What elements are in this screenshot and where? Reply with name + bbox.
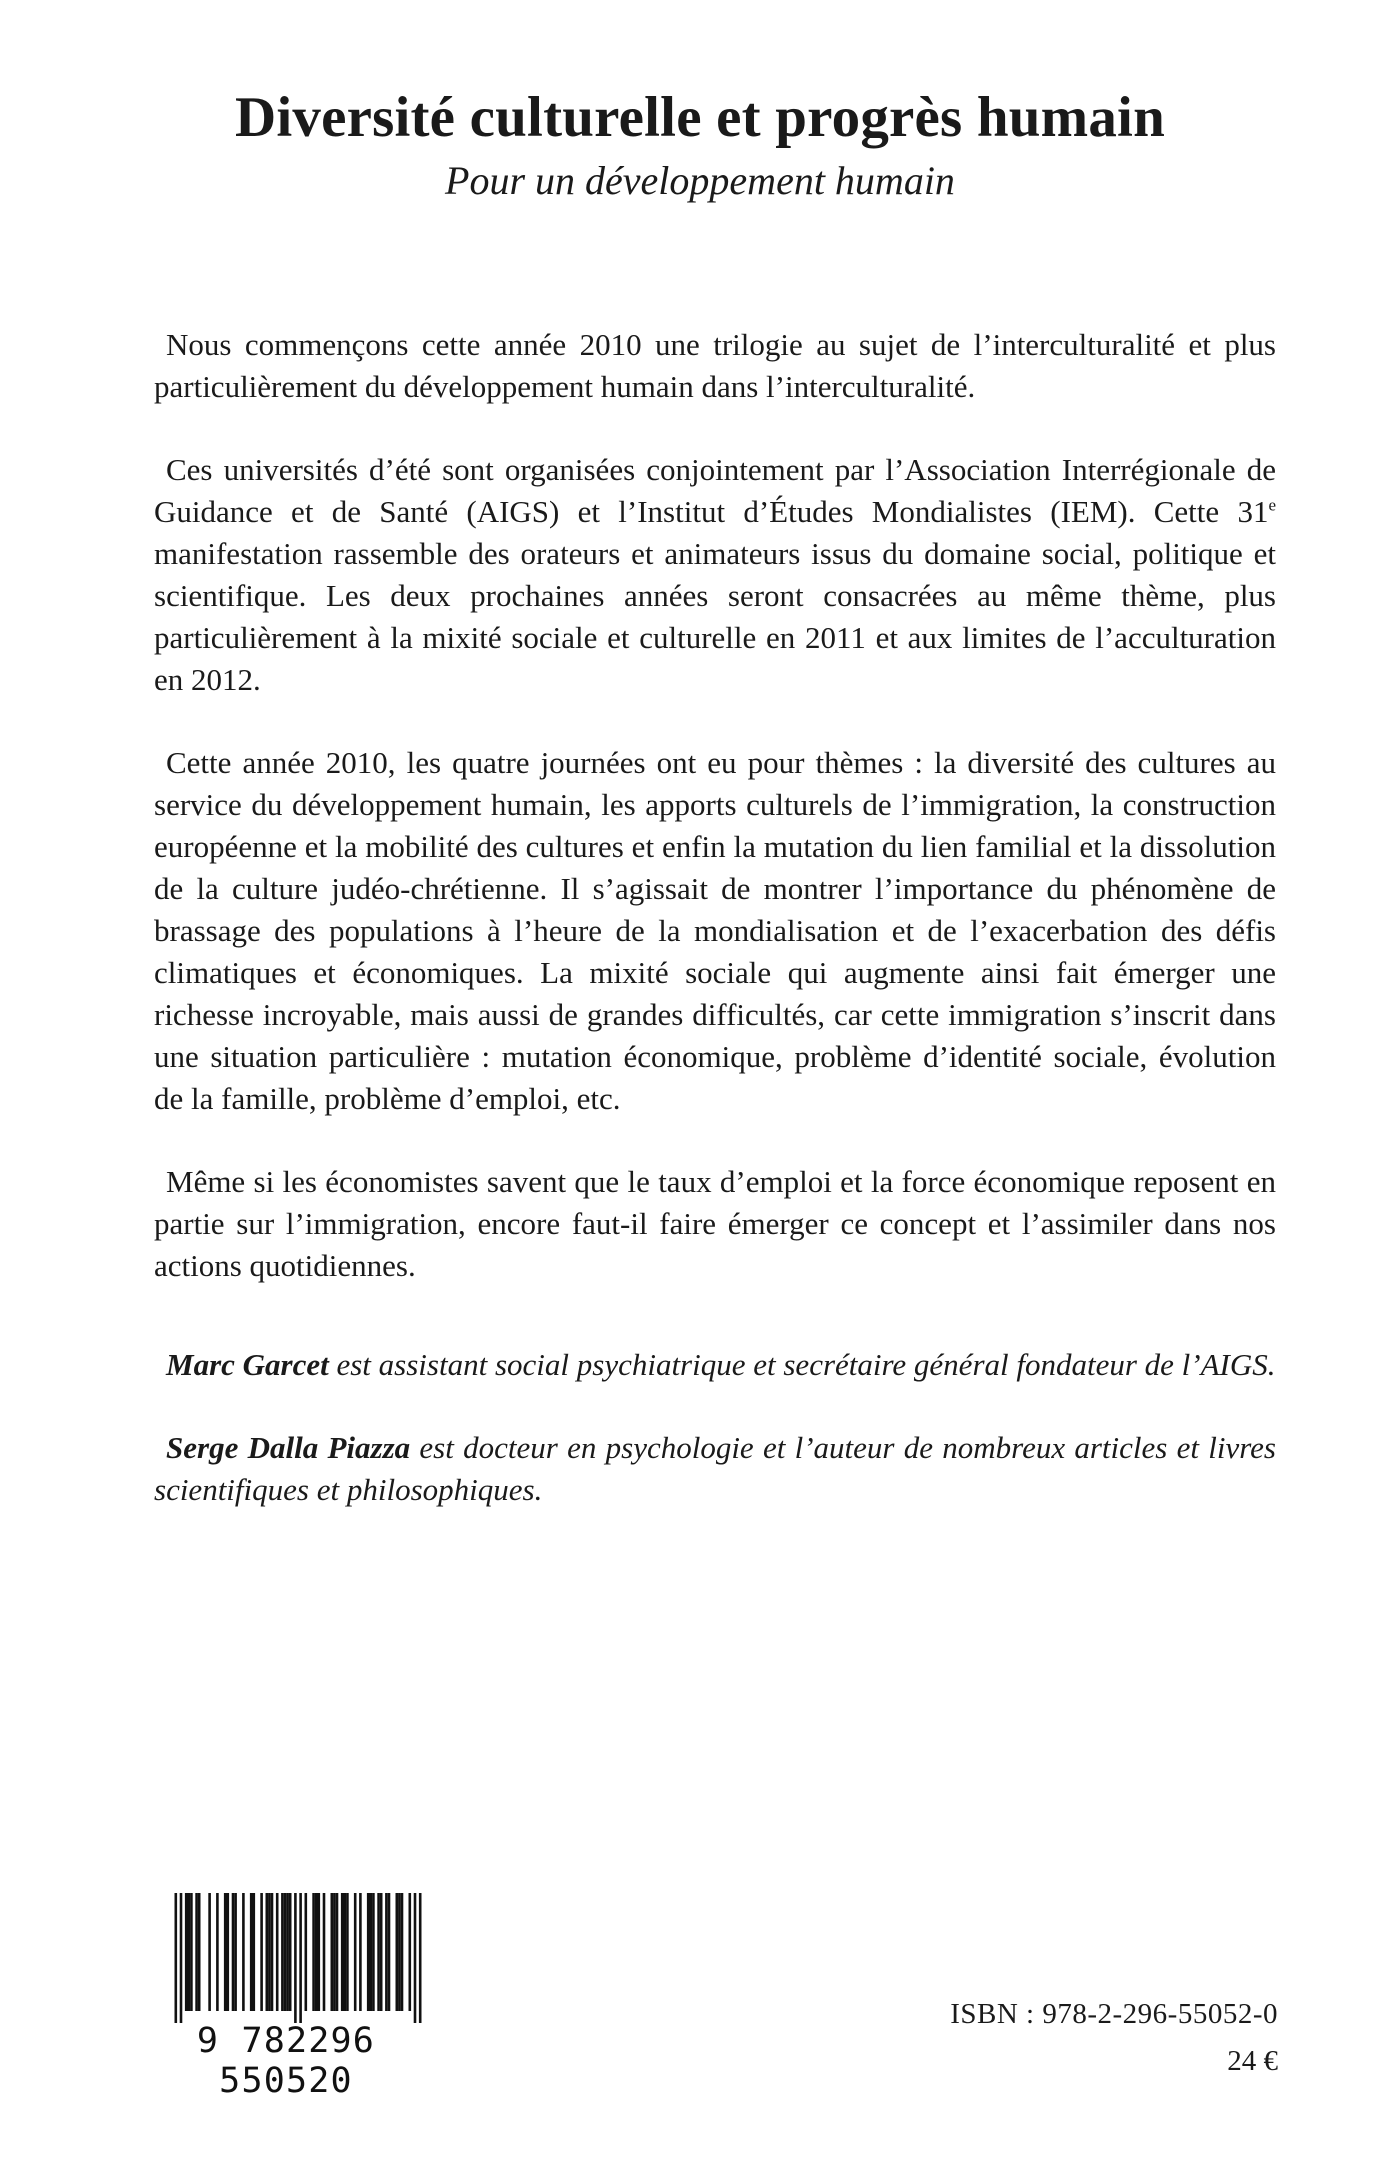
book-subtitle: Pour un développement humain xyxy=(445,158,955,203)
barcode-bar xyxy=(367,1893,370,2011)
author-bio-1 xyxy=(154,1344,1276,1386)
barcode-bar xyxy=(242,1893,245,2011)
author-bio-text-1: est assistant social psychiatrique et secrétaire général fondateur de l’AIGS. xyxy=(328,1347,1276,1382)
blurb-paragraph-3: Cette année 2010, les quatre journées ont eu pour thèmes : la diversité des cultures au service du développement humain, les apports culturels de l’immigration, la construction européenne et la mobilité des cultures et enfin la mutation du lien familial et la dissolution de la culture judéo-chrétienne. Il s’agissait de montrer l’importance du phénomène de brassage des populations à l’heure de la mondialisation et de l’exacerbation des défis climatiques et économiques. La mixité sociale qui augmente ainsi fait émerger une richesse incroyable, mais aussi de grandes difficultés, car cette immigration s’inscrit dans une situation particulière : mutation économique, problème d’identité sociale, évolution de la famille, problème d’emploi, etc. xyxy=(154,745,1276,1116)
blurb-paragraph-2-part-b: manifestation rassemble des orateurs et animateurs issus du domaine social, politique et scientifique. Les deux prochaines années seront consacrées au même thème, plus particulièrement à la mixité sociale et culturelle en 2011 et aux limites de l’acculturation en 2012. xyxy=(154,536,1276,697)
barcode-digits: 9 782296 550520 xyxy=(196,2021,376,2101)
barcode-bar xyxy=(346,1893,349,2011)
barcode-bar xyxy=(180,1893,183,2023)
barcode-bar xyxy=(289,1893,292,2011)
barcode-bar xyxy=(250,1893,253,2011)
barcode-bar xyxy=(398,1893,401,2011)
barcode-bar xyxy=(195,1893,198,2011)
book-title: Diversité culturelle et progrès humain xyxy=(234,86,1165,149)
blurb-text xyxy=(154,324,1276,1328)
barcode-bar xyxy=(253,1893,256,2011)
barcode-bar xyxy=(414,1893,417,2023)
barcode-bar xyxy=(260,1893,263,2011)
barcode-bar xyxy=(268,1893,271,2011)
author-bio-2 xyxy=(154,1427,1276,1511)
barcode-bar xyxy=(323,1893,326,2011)
barcode-bar xyxy=(299,1893,302,2023)
barcode-bar xyxy=(370,1893,373,2011)
barcode-bar xyxy=(175,1893,178,2023)
author-name-1: Marc Garcet xyxy=(166,1347,329,1382)
author-name-2: Serge Dalla Piazza xyxy=(166,1430,411,1465)
barcode-bar xyxy=(344,1893,347,2011)
barcode-bar xyxy=(198,1893,201,2011)
barcode-bar xyxy=(372,1893,375,2011)
price: 24 € xyxy=(1227,2045,1278,2077)
barcode-bar xyxy=(234,1893,237,2011)
blurb-paragraph-2-part-a: Ces universités d’été sont organisées conjointement par l’Association Interrégionale de Guidance et de Santé (AIGS) et l’Institut d’Études Mondialistes (IEM). Cette 31 xyxy=(154,452,1276,529)
barcode-bar xyxy=(216,1893,219,2011)
barcode-bar xyxy=(380,1893,383,2011)
barcode-bar xyxy=(354,1893,357,2011)
barcode-bar xyxy=(266,1893,269,2011)
blurb-paragraph-4: Même si les économistes savent que le taux d’emploi et la force économique reposent en partie sur l’immigration, encore faut-il faire émerger ce concept et l’assimiler dans nos actions quotidiennes. xyxy=(154,1164,1276,1283)
barcode-bar xyxy=(385,1893,388,2011)
barcode-bar xyxy=(305,1893,308,2011)
barcode-bar xyxy=(284,1893,287,2011)
barcode-bar xyxy=(341,1893,344,2011)
barcode-bar xyxy=(227,1893,230,2011)
barcode-bar xyxy=(396,1893,399,2011)
barcode-bar xyxy=(419,1893,422,2023)
barcode-bars xyxy=(136,1893,436,2023)
barcode-bar xyxy=(312,1893,315,2011)
barcode-bar xyxy=(185,1893,188,2011)
barcode-bar xyxy=(294,1893,297,2023)
barcode-bar xyxy=(388,1893,391,2011)
barcode-bar xyxy=(401,1893,404,2011)
barcode-bar xyxy=(281,1893,284,2011)
blurb-paragraph-1: Nous commençons cette année 2010 une trilogie au sujet de l’interculturalité et plus particulièrement du développement humain dans l’interculturalité. xyxy=(154,327,1276,404)
isbn-number: ISBN : 978-2-296-55052-0 xyxy=(950,1998,1278,2030)
barcode-bar xyxy=(271,1893,274,2011)
barcode-bar xyxy=(333,1893,336,2011)
barcode-bar xyxy=(286,1893,289,2011)
barcode-bar xyxy=(377,1893,380,2011)
author-bios xyxy=(154,1344,1276,1552)
barcode-bar xyxy=(276,1893,279,2011)
barcode-bar xyxy=(318,1893,321,2011)
barcode-bar xyxy=(232,1893,235,2011)
barcode-bar xyxy=(190,1893,193,2011)
barcode-bar xyxy=(224,1893,227,2011)
barcode-bar xyxy=(359,1893,362,2011)
barcode-bar xyxy=(331,1893,334,2011)
barcode-bar xyxy=(409,1893,412,2011)
blurb-paragraph-2 xyxy=(154,449,1276,701)
ordinal-superscript: e xyxy=(1268,495,1276,515)
barcode-bar xyxy=(208,1893,211,2011)
barcode-bar xyxy=(315,1893,318,2011)
isbn-barcode xyxy=(136,1893,436,2101)
barcode-bar xyxy=(336,1893,339,2011)
author-bio-text-2: est docteur en psychologie et l’auteur de nombreux articles et livres scientifiques et philosophiques. xyxy=(154,1430,1276,1507)
barcode-bar xyxy=(188,1893,191,2011)
